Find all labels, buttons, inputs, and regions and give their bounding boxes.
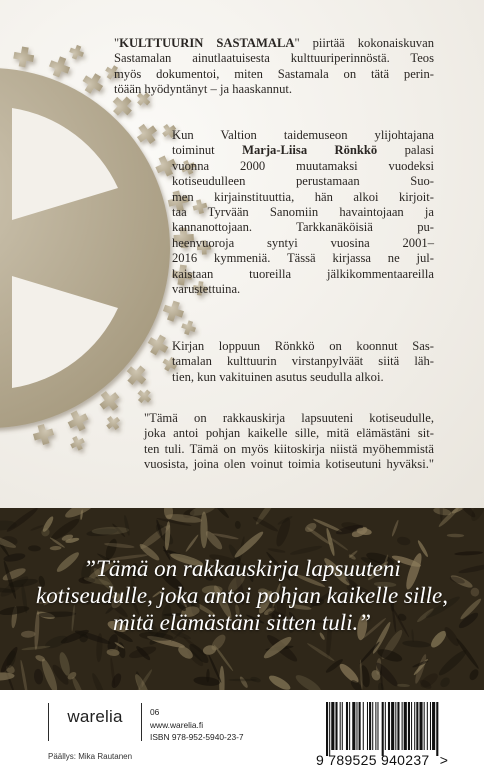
barcode-digits bbox=[316, 752, 484, 768]
para4-line-4: vuosista, joina olen voinut toimia kotiseutuni hyväksi." bbox=[144, 457, 434, 472]
para3-line-2: tamalan kulttuurin virstanpylväät siitä läh- bbox=[172, 354, 434, 369]
para1-line-4: töään hyödyntänyt – ja haaskannut. bbox=[114, 82, 293, 97]
emblem-crosslet bbox=[79, 70, 107, 98]
para3-line bbox=[172, 339, 434, 385]
product-code: 06 bbox=[150, 707, 160, 717]
emblem-crosslet bbox=[31, 422, 56, 447]
barcode-bar bbox=[419, 702, 422, 750]
para2-line-1: Kun Valtion taidemuseon ylijohtajana bbox=[172, 128, 434, 142]
barcode-bar bbox=[391, 702, 394, 750]
barcode-bar bbox=[416, 702, 418, 750]
emblem-crosslet bbox=[65, 407, 92, 434]
barcode-bar bbox=[424, 702, 425, 750]
emblem-crosslet bbox=[103, 413, 123, 433]
barcode-bar bbox=[375, 702, 376, 750]
barcode-bar bbox=[385, 702, 386, 750]
para2-line-7: kannanottojaan. Tarkkanäköisiä pu- bbox=[172, 220, 434, 235]
pull-quote bbox=[0, 555, 484, 636]
barcode-bar bbox=[335, 702, 337, 750]
barcode-bar bbox=[432, 702, 435, 750]
barcode-bar bbox=[388, 702, 390, 750]
barcode-bar bbox=[369, 702, 371, 750]
barcode-bar bbox=[326, 702, 328, 756]
pull-quote-line-3: mitä elämästäni sitten tuli.” bbox=[112, 610, 372, 635]
barcode-bar bbox=[359, 702, 361, 750]
para1-line-2: Sastamalan ainutlaatuisesta kulttuuriperinnöstä. Teos bbox=[114, 51, 434, 66]
publication-info bbox=[150, 706, 244, 744]
barcode-bar bbox=[402, 702, 403, 750]
para2-line-9: 2016 kymmeniä. Tässä kirjassa ne jul- bbox=[172, 251, 434, 266]
emblem-crosslet bbox=[47, 54, 73, 80]
barcode-bar bbox=[349, 702, 350, 750]
emblem-crosslet bbox=[180, 319, 198, 337]
barcode-bar bbox=[356, 702, 357, 750]
emblem-crosslet bbox=[144, 331, 171, 358]
barcode-bar bbox=[342, 702, 343, 750]
publisher-website: www.warelia.fi bbox=[150, 719, 204, 730]
barcode-bar bbox=[340, 702, 341, 750]
barcode-bar bbox=[404, 702, 407, 750]
barcode-bar bbox=[367, 702, 368, 750]
para2-line-10: kaistaan tuoreilla jälkikommentaareilla bbox=[172, 266, 434, 281]
para2-line-5: men kirjainstituuttia, hän alkoi kirjoit- bbox=[172, 189, 434, 204]
intro-paragraph bbox=[114, 36, 434, 98]
barcode-arrow: > bbox=[439, 752, 449, 768]
barcode-bar bbox=[397, 702, 399, 750]
barcode-bar bbox=[346, 702, 348, 750]
barcode-bar bbox=[331, 702, 334, 750]
para2-line-2: toiminut Marja-Liisa Rönkkö palasi bbox=[172, 143, 434, 158]
emblem-crosslet bbox=[161, 298, 186, 323]
para1-line-1: "KULTTUURIN SASTAMALA" piirtää kokonaiskuvan bbox=[114, 36, 434, 50]
barcode-bar bbox=[414, 702, 415, 750]
emblem-crosslet bbox=[12, 45, 35, 68]
barcode-bar bbox=[408, 702, 410, 750]
emblem-crosslet bbox=[95, 387, 123, 415]
emblem-crosslet bbox=[68, 43, 86, 61]
author-paragraph bbox=[172, 128, 434, 297]
barcode-bar bbox=[427, 702, 428, 750]
para2-line bbox=[172, 128, 434, 297]
barcode-bar bbox=[352, 702, 355, 750]
para4-line bbox=[144, 411, 434, 473]
barcode-bar bbox=[382, 702, 384, 756]
para3-line-1: Kirjan loppuun Rönkkö on koonnut Sas- bbox=[172, 339, 434, 353]
para4-line-1: "Tämä on rakkauskirja lapsuuteni kotiseudulle, bbox=[144, 411, 434, 425]
pull-quote-line-1: ”Tämä on rakkauskirja lapsuuteni bbox=[83, 556, 401, 581]
barcode-bar bbox=[329, 702, 330, 756]
para4-line-3: ten tuli. Tämä on myös kiitoskirja niistä myöhemmistä bbox=[144, 441, 434, 456]
para2-line-8: heenvuoroja syntyi vuosina 2001– bbox=[172, 235, 434, 250]
para2-line-6: taa Tyrvään Sanomiin havaintojaan ja bbox=[172, 205, 434, 220]
barcode-bar bbox=[363, 702, 364, 750]
cover-credit: Päällys: Mika Rautanen bbox=[48, 752, 133, 761]
emblem-crosslet bbox=[133, 120, 161, 148]
para3-line-3: tien, kun vakituinen asutus seudulla alkoi. bbox=[172, 369, 384, 384]
publisher-logo: warelia bbox=[67, 707, 123, 726]
barcode-bar bbox=[395, 702, 396, 750]
para4-line-2: joka antoi pohjan kaikelle sille, mitä elämästäni sit- bbox=[144, 426, 434, 441]
isbn: ISBN 978-952-5940-23-7 bbox=[150, 732, 244, 742]
para2-line-3: vuonna 2000 muutamaksi vuodeksi bbox=[172, 158, 434, 173]
para2-line-11: varustettuina. bbox=[172, 282, 241, 297]
emblem-crosslet bbox=[68, 434, 87, 453]
barcode-bar bbox=[372, 702, 373, 750]
barcode-bar bbox=[411, 702, 412, 750]
barcode-number: 9 789525 940237 bbox=[316, 752, 430, 768]
barcode-bar bbox=[436, 702, 438, 756]
para1-line-3: myös dokumentoi, miten Sastamala on tätä perin- bbox=[114, 66, 434, 81]
emblem-crosslet bbox=[122, 361, 150, 389]
pull-quote-line-2: kotiseudulle, joka antoi pohjan kaikelle sille, bbox=[36, 583, 448, 608]
author-quote-paragraph bbox=[144, 411, 434, 473]
para1-line bbox=[114, 36, 434, 98]
emblem-crosslet bbox=[134, 386, 154, 406]
barcode-bar bbox=[377, 702, 378, 750]
barcode-bar bbox=[430, 702, 431, 750]
milestones-paragraph bbox=[172, 339, 434, 385]
para2-line-4: kotiseudulleen perustamaan Suo- bbox=[172, 174, 434, 189]
